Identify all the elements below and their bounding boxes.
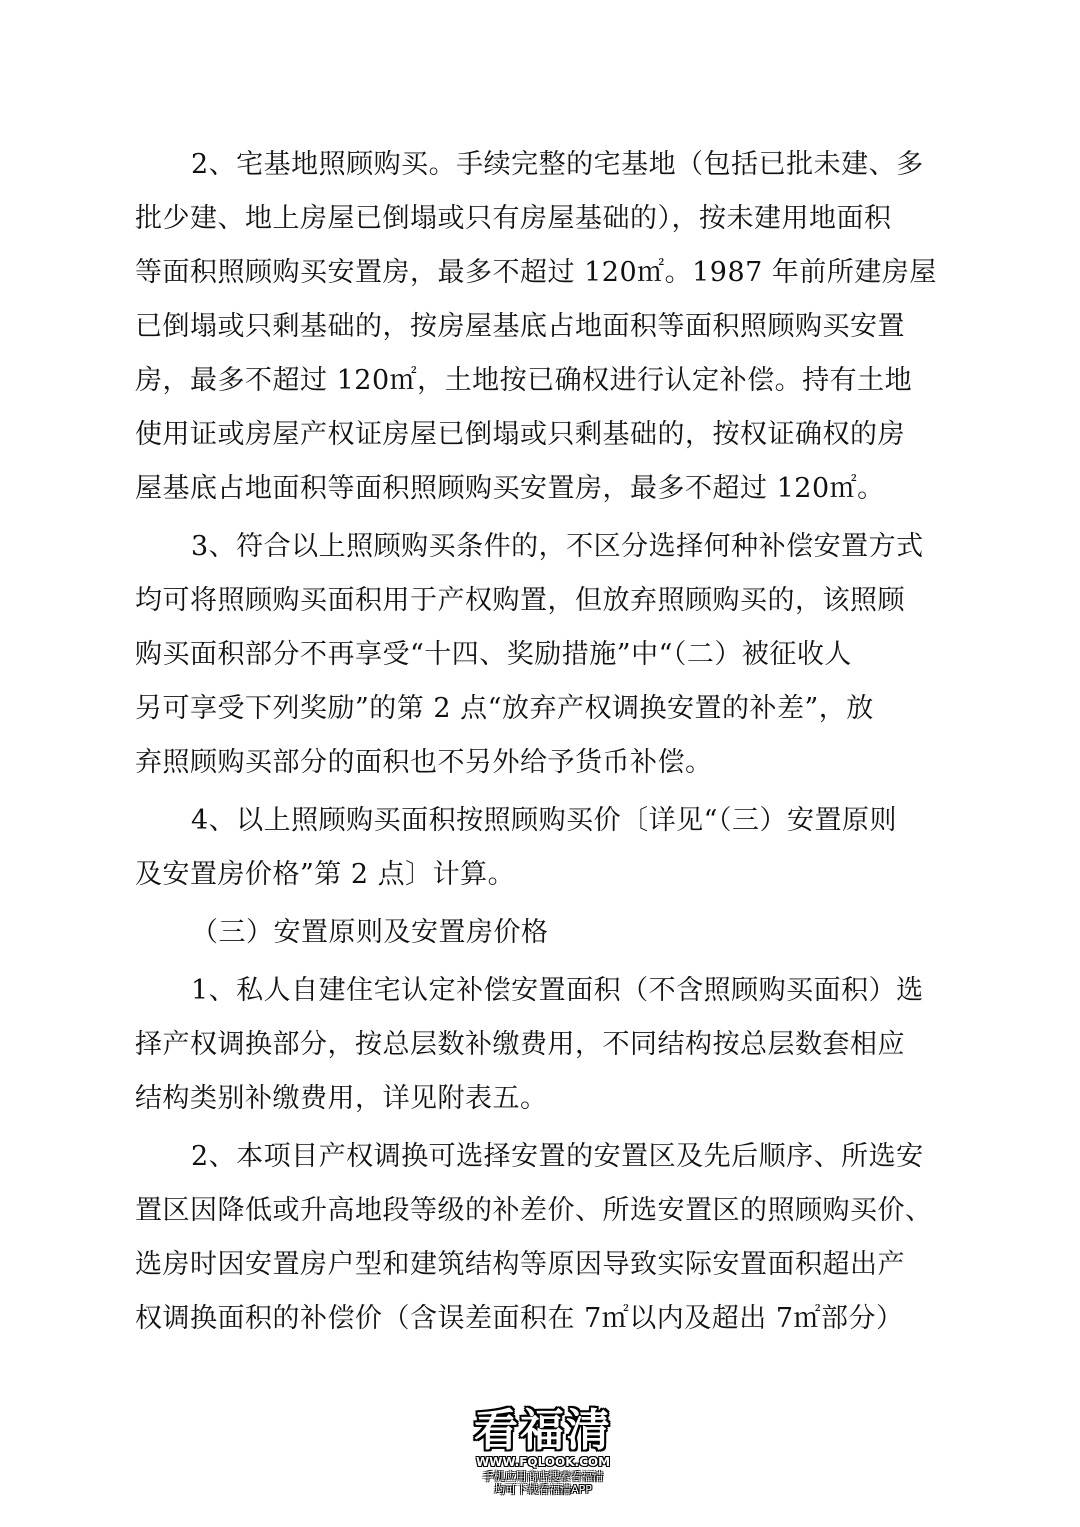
watermark-logo: 看福清 <box>474 1405 612 1456</box>
paragraph-line: 3、符合以上照顾购买条件的，不区分选择何种补偿安置方式 <box>191 531 924 562</box>
watermark <box>448 1405 638 1496</box>
paragraph-line: 均可将照顾购买面积用于产权购置，但放弃照顾购买的，该照顾 <box>135 585 905 616</box>
paragraph-line: 使用证或房屋产权证房屋已倒塌或只剩基础的，按权证确权的房 <box>135 419 905 450</box>
paragraph-line: 屋基底占地面积等面积照顾购买安置房，最多不超过 120㎡。 <box>135 473 885 504</box>
section-heading: （三）安置原则及安置房价格 <box>191 917 549 948</box>
paragraph-line: 1、私人自建住宅认定补偿安置面积（不含照顾购买面积）选 <box>191 975 924 1006</box>
paragraph-line: 2、本项目产权调换可选择安置的安置区及先后顺序、所选安 <box>191 1141 924 1172</box>
paragraph-line: 弃照顾购买部分的面积也不另外给予货币补偿。 <box>135 747 713 778</box>
paragraph-line: 结构类别补缴费用，详见附表五。 <box>135 1083 548 1114</box>
paragraph-line: 4、以上照顾购买面积按照顾购买价〔详见“（三）安置原则 <box>191 805 897 836</box>
paragraph-line: 置区因降低或升高地段等级的补差价、所选安置区的照顾购买价、 <box>135 1195 933 1226</box>
paragraph-line: 房，最多不超过 120㎡，土地按已确权进行认定补偿。持有土地 <box>135 365 913 396</box>
paragraph-line: 及安置房价格”第 2 点〕计算。 <box>135 859 516 890</box>
paragraph-line: 选房时因安置房户型和建筑结构等原因导致实际安置面积超出产 <box>135 1249 905 1280</box>
document-body <box>135 138 947 1346</box>
paragraph-line: 择产权调换部分，按总层数补缴费用，不同结构按总层数套相应 <box>135 1029 905 1060</box>
paragraph-line: 权调换面积的补偿价（含误差面积在 7㎡以内及超出 7㎡部分） <box>135 1303 904 1334</box>
paragraph-line: 2、宅基地照顾购买。手续完整的宅基地（包括已批未建、多 <box>191 149 924 180</box>
watermark-url: WWW.FQLOOK.COM <box>475 1455 611 1469</box>
watermark-line-2: 均可下载看福清APP <box>494 1483 592 1496</box>
paragraph-line: 另可享受下列奖励”的第 2 点“放弃产权调换安置的补差”，放 <box>135 693 874 724</box>
paragraph-line: 已倒塌或只剩基础的，按房屋基底占地面积等面积照顾购买安置 <box>135 311 905 342</box>
paragraph-line: 批少建、地上房屋已倒塌或只有房屋基础的），按未建用地面积 <box>135 203 892 234</box>
paragraph-line: 购买面积部分不再享受“十四、奖励措施”中“（二）被征收人 <box>135 639 852 670</box>
paragraph-line: 等面积照顾购买安置房，最多不超过 120㎡。1987 年前所建房屋 <box>135 257 937 288</box>
watermark-line-1: 手机应用商店搜索看福清 <box>482 1470 604 1483</box>
